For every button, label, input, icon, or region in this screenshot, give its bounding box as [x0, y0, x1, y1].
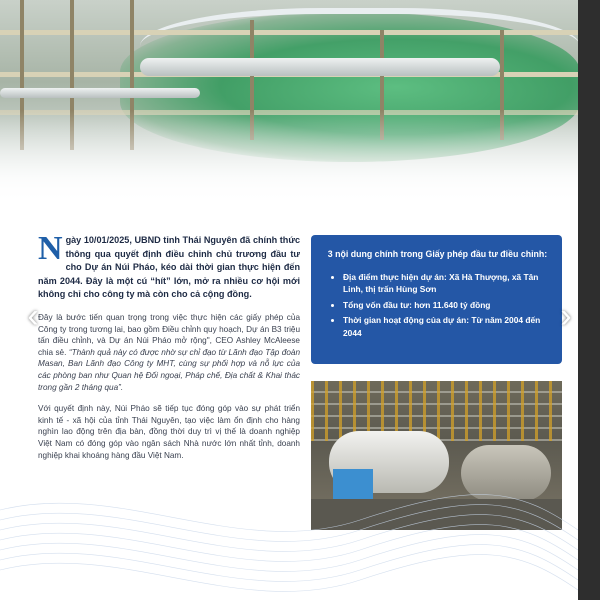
- paragraph-2: Với quyết định này, Núi Pháo sẽ tiếp tục đóng góp vào sự phát triển kinh tế - xã hội của tỉnh Thái Nguyên, tạo việc làm ổn định cho hàng nghìn lao động trên địa bàn, đồng thời duy trì vị thế là doanh nghiệp Việt Nam có đóng góp vào ngân sách Nhà nước lớn nhất tỉnh, doanh nghiệp khai khoáng hàng đầu Việt Nam.: [38, 404, 300, 460]
- drop-cap: N: [38, 230, 63, 267]
- next-page-arrow-icon[interactable]: ›: [560, 297, 572, 335]
- paragraph-1-text: Đây là bước tiến quan trọng trong việc thực hiện các giấy phép của Công ty trong tương lai, bao gồm Điều chỉnh quy hoạch, Dự án B3 triệu tấn điều chỉnh, và Dự án Núi Pháo mở rộng", CEO Ashley McAleese chia sẻ.: [38, 312, 300, 357]
- decorative-wave-lines: [0, 470, 578, 600]
- key-points-list: [327, 271, 548, 339]
- hero-plant-photo: [0, 0, 578, 205]
- key-point-item: • Địa điểm thực hiện dự án: Xã Hà Thượng, xã Tân Linh, thị trấn Hùng Sơn: [343, 271, 548, 296]
- lead-text: gày 10/01/2025, UBND tỉnh Thái Nguyên đã chính thức thông qua quyết định điều chỉnh chủ trương đầu tư cho Dự án Núi Pháo, kéo dài thời gian thực hiện đến năm 2044. Đây là một cú “hít” lớn, mở ra nhiều cơ hội mới không chỉ cho công ty mà còn cho cả cộng đồng.: [38, 235, 300, 300]
- previous-page-arrow-icon[interactable]: ‹: [27, 297, 39, 335]
- lead-paragraph: [38, 230, 300, 302]
- article-text-column: [38, 230, 300, 461]
- viewer-side-gutter: [578, 0, 600, 600]
- key-point-item: • Thời gian hoạt động của dự án: Từ năm 2004 đến 2044: [343, 314, 548, 339]
- paragraph-ceo-quote: [38, 312, 300, 393]
- key-points-title: 3 nội dung chính trong Giấy phép đầu tư điều chỉnh:: [327, 249, 548, 259]
- key-points-box: [311, 235, 562, 364]
- key-point-item: • Tổng vốn đầu tư: hơn 11.640 tỷ đồng: [343, 299, 548, 311]
- paragraph-1-quote: “Thành quả này có được nhờ sự chỉ đạo từ Lãnh đạo Tập đoàn Masan, Ban Lãnh đạo Công ty MHT, cùng sự phối hợp và nỗ lực của các phòng ban như Quan hệ Đối ngoại, Pháp chế, Địa chất & Khai thác trong gần 2 tháng qua”.: [38, 347, 300, 392]
